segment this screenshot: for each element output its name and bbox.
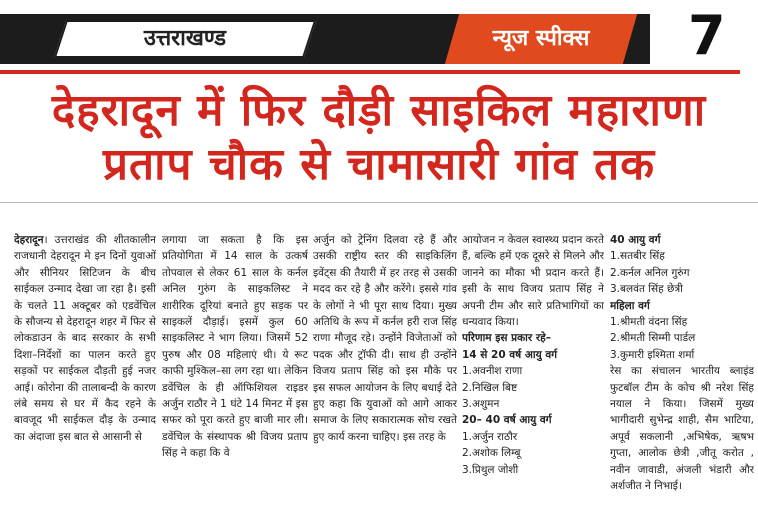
result-item: 1.अर्जुन राठौर [462,430,518,443]
page-number: 7 [688,4,726,67]
result-item: 2.कर्नल अनिल गुरुंग [610,266,690,279]
result-item: 2.अशोक लिम्बू [462,447,521,460]
article-column-5 [610,232,754,526]
result-item: 1.श्रीमती वंदना सिंह [610,316,688,329]
age-group-20-40-heading: 20– 40 वर्ष आयु वर्ग [462,414,552,427]
header-rule [0,70,740,74]
result-item: 2.श्रीमती सिम्मी पार्डल [610,332,696,345]
women-category-heading: महिला वर्ग [610,299,650,312]
column-3-text: अर्जुन को ट्रेनिंग दिलवा रहे हैं और उसकी राष्ट्रीय स्तर की साइकिलिंग इवेंट्स की तैयारी में हर तरह से उसकी मदद कर रहे है और करेंगे। इससे गांव के लोगों ने भी पूरा साथ दिया। मुख्य अतिथि के रूप में कर्नल हरी राज सिंह राणा मौजूद रहे। उन्होंने विजेताओं को पदक और ट्रॉफी दी। साथ ही उन्होंने विजय प्रताप सिंह को इस मौके पर इस सफल आयोजन के लिए बधाई देते हुए कहा कि युवाओं को आगे आकर समाज के लिए सकारात्मक सोच रखते हुए कार्य करना चाहिए। इस तरह के [313,234,457,443]
result-item: 1.सतबीर सिंह [610,250,665,263]
article-column-1 [14,232,156,526]
result-item: 3.अशुमन [462,398,500,411]
age-group-14-20-heading: 14 से 20 वर्ष आयु वर्ग [462,348,558,361]
article-column-2 [162,232,308,526]
column-1-text: । उत्तराखंड की शीतकालीन राजधानी देहरादून मे इन दिनों युवाओं और सीनियर सिटिजन के बीच साईकल उन्माद देखा जा रहा है। इसी के चलते 11 अक्टूबर को एडवेंचिल के सौजन्य से देहरादून शहर में फिर से लोकडाउन के बाद सरकार के सभी दिशा–निर्देशों का पालन करते हुए सड़कों पर साईकल दौड़ती हुई नजर आई। कोरोना की तालाबन्दी के कारण लंबे समय से घर में कैद रहने के बावजूद भी साईकल दौड़ के उन्माद का अंदाजा इस बात से आसानी से [14,234,156,443]
section-tag: उत्तराखण्ड [143,26,227,51]
column-2-text: लगाया जा सकता है कि इस प्रतियोगिता में 14 साल के उत्कर्ष तोपवाल से लेकर 61 साल के कर्नल अनिल गुरुंग के साइकलिस्ट ने शारीरिक दूरियां बनाते हुए सड़क पर साइकलें दौड़ाई। इसमें कुल 60 साइकलिस्ट ने भाग लिया। जिसमें 52 पुरुष और 08 महिलाएं थी। ये रूट काफी मुश्किल–सा लग रहा था। लेकिन डवेंचिल के ही ऑफिशियल राइडर अर्जुन राठौर ने 1 घंटे 14 मिनट में इस सफर को पूरा करते हुए बाजी मार ली। डवेंचिल के संस्थापक श्री विजय प्रताप सिंह ने कहा कि वे [162,234,308,460]
result-item: 3.कुमारी इश्मिता शर्मा [610,348,695,361]
headline-divider [0,202,758,203]
column-5-text: रेस का संचालन भारतीय ब्लाइंड फुटबॉल टीम के कोच श्री नरेश सिंह नयाल ने किया। जिसमें मुख्य भागीदारी सुभेन्द्र शाही, सैम भाटिया, अपूर्व सकलानी ,अभिषेक, ऋषभ गुप्ता, आलोक छेत्री ,जीतू करोत , नवीन जावाडी, अंजली भंडारी और अर्शजीत ने निभाई। [610,365,754,493]
result-item: 2.निखिल बिष्ट [462,381,518,394]
article-column-3 [313,232,457,526]
column-4-text: आयोजन न केवल स्वास्थ्य प्रदान करते हैं, बल्कि हमें एक दूसरे से मिलने और जानने का मौका भी प्रदान करते हैं। इसी के साथ विजय प्रताप सिंह ने अपनी टीम और सारे प्रतिभागियों का धन्यवाद किया। [462,234,604,329]
page-header [0,0,758,72]
result-item: 1.अवनीश राणा [462,365,523,378]
result-item: 3.प्रिथुल जोशी [462,463,519,476]
article-column-4 [462,232,604,526]
headline-line-2: प्रताप चौक से चामासारी गांव तक [102,139,656,190]
results-heading: परिणाम इस प्रकार रहे– [462,332,551,345]
age-group-40-heading: 40 आयु वर्ग [610,234,661,246]
headline-line-1: देहरादून में फिर दौड़ी साइकिल महाराणा [51,85,707,136]
result-item: 3.बलवंत सिंह छेत्री [610,283,683,296]
dateline: देहरादून [14,234,44,246]
column-tag: न्यूज स्पीक्स [492,26,590,51]
